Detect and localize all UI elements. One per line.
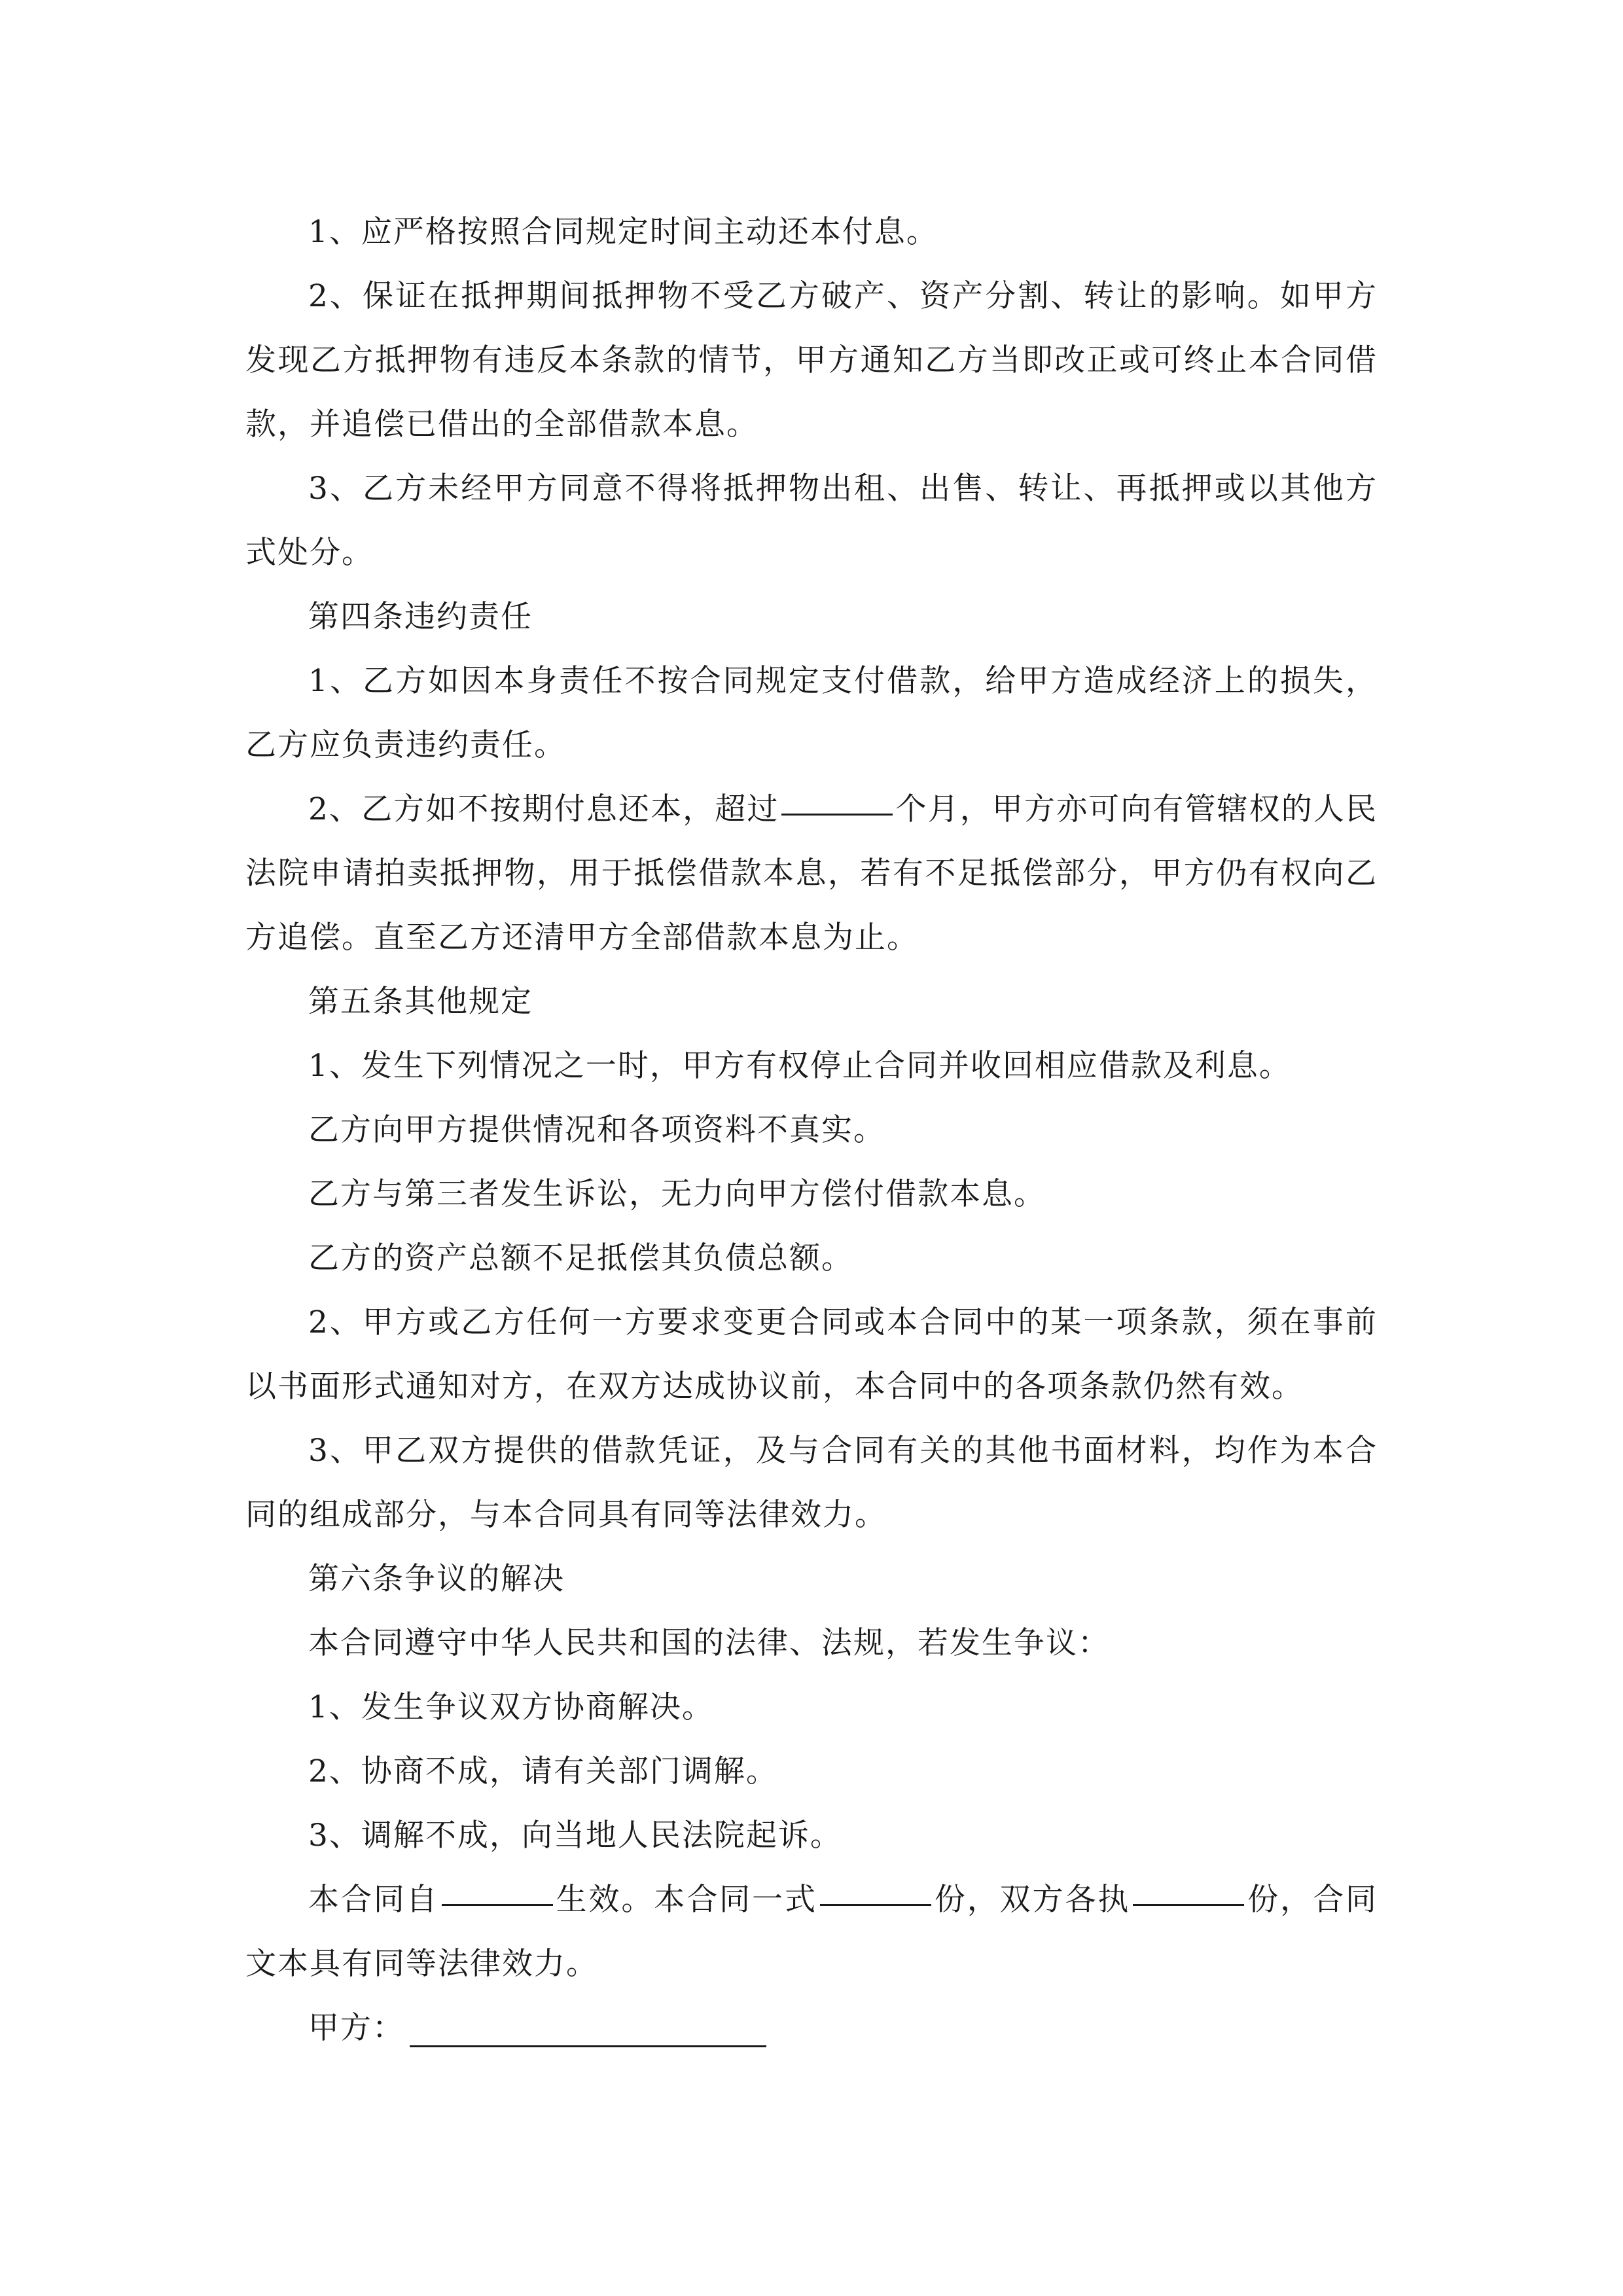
fill-in-blank (442, 1903, 553, 1906)
clause-paragraph: 1、乙方如因本身责任不按合同规定支付借款，给甲方造成经济上的损失，乙方应负责违约责任。 (245, 663, 1378, 763)
clause-paragraph-with-blank (245, 778, 1378, 970)
article-6-heading: 第六条争议的解决 (308, 1561, 565, 1597)
clause-paragraph: 1、发生争议双方协商解决。 (308, 1689, 714, 1725)
clause-paragraph: 3、乙方未经甲方同意不得将抵押物出租、出售、转让、再抵押或以其他方式处分。 (245, 471, 1378, 571)
clause-paragraph: 2、甲方或乙方任何一方要求变更合同或本合同中的某一项条款，须在事前以书面形式通知对方，在双方达成协议前，本合同中的各项条款仍然有效。 (245, 1304, 1378, 1405)
signature-label: 甲方： (308, 2010, 404, 2046)
clause-paragraph: 2、协商不成，请有关部门调解。 (308, 1753, 778, 1789)
text-segment: 2、乙方如不按期付息还本，超过 (308, 791, 779, 827)
clause-paragraph: 乙方向甲方提供情况和各项资料不真实。 (308, 1112, 885, 1148)
clause-paragraph: 1、发生下列情况之一时，甲方有权停止合同并收回相应借款及利息。 (308, 1048, 1291, 1084)
text-segment: 个月，甲方亦可向有管辖权的人民法院申请拍卖抵押物，用于抵偿借款本息，若有不足抵偿部分，甲方仍有权向乙方追偿。直至乙方还清甲方全部借款本息为止。 (245, 791, 1378, 956)
signature-blank (410, 2045, 766, 2047)
fill-in-blank (781, 813, 893, 816)
article-5-heading: 第五条其他规定 (308, 984, 533, 1020)
clause-paragraph: 3、甲乙双方提供的借款凭证，及与合同有关的其他书面材料，均作为本合同的组成部分，与本合同具有同等法律效力。 (245, 1433, 1378, 1533)
clause-paragraph: 3、调解不成，向当地人民法院起诉。 (308, 1818, 842, 1854)
text-segment: 份，合同文本具有同等法律效力。 (245, 1882, 1378, 1982)
text-segment: 生效。本合同一式 (555, 1882, 817, 1918)
clause-paragraph: 乙方与第三者发生诉讼，无力向甲方偿付借款本息。 (308, 1176, 1046, 1212)
clause-paragraph: 乙方的资产总额不足抵偿其负债总额。 (308, 1240, 853, 1276)
closing-paragraph (245, 1868, 1378, 1996)
fill-in-blank (820, 1903, 931, 1906)
clause-paragraph: 1、应严格按照合同规定时间主动还本付息。 (308, 214, 938, 250)
clause-paragraph: 2、保证在抵押期间抵押物不受乙方破产、资产分割、转让的影响。如甲方发现乙方抵押物有违反本条款的情节，甲方通知乙方当即改正或可终止本合同借款，并追偿已借出的全部借款本息。 (245, 278, 1378, 442)
fill-in-blank (1133, 1903, 1244, 1906)
signature-line-party-a (245, 1996, 1378, 2060)
article-4-heading: 第四条违约责任 (308, 599, 533, 635)
text-segment: 本合同自 (308, 1882, 439, 1918)
contract-body (245, 200, 1378, 2060)
clause-paragraph: 本合同遵守中华人民共和国的法律、法规，若发生争议： (308, 1625, 1110, 1661)
text-segment: 份，双方各执 (933, 1882, 1131, 1918)
